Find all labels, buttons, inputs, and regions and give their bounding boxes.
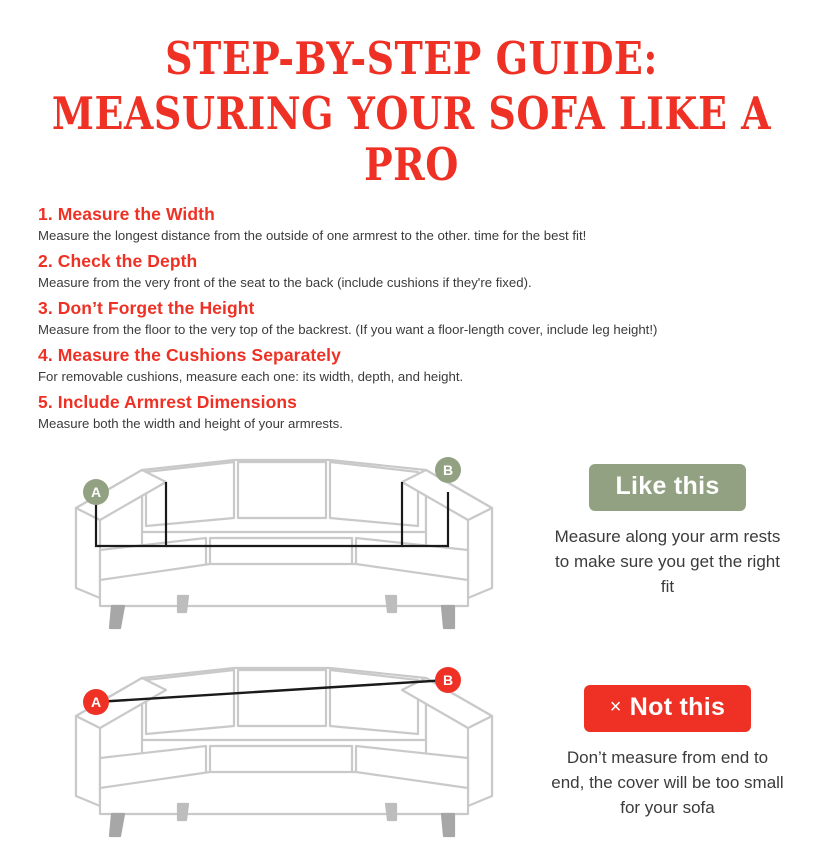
sofa-diagrams [38, 446, 538, 844]
callouts [538, 446, 785, 844]
callout-like-this [550, 464, 785, 599]
step-heading: 5. Include Armrest Dimensions [38, 392, 297, 413]
step-heading: 3. Don’t Forget the Height [38, 297, 255, 318]
step-item [38, 345, 785, 385]
illustration-section [38, 446, 785, 844]
like-this-description: Measure along your arm rests to make sure you get the right fit [554, 527, 781, 596]
steps-list [38, 204, 785, 433]
marker-b-incorrect-label: B [442, 672, 454, 689]
step-description: Measure from the very front of the seat to the back (include cushions if they're fixed). [38, 274, 532, 290]
step-description: Measure both the width and height of your armrests. [38, 416, 343, 432]
marker-b-correct-label: B [442, 462, 454, 479]
step-description: Measure the longest distance from the outside of one armrest to the other. time for the best fit! [38, 227, 587, 243]
step-description: Measure from the floor to the very top of the backrest. (If you want a floor-length cover, include leg height!) [38, 321, 658, 337]
step-description: For removable cushions, measure each one: its width, depth, and height. [38, 369, 464, 385]
callout-not-this [550, 685, 785, 820]
marker-a-correct-label: A [90, 484, 102, 501]
step-item [38, 251, 785, 291]
step-item [38, 204, 785, 244]
close-icon: × [609, 695, 622, 718]
page-title [38, 31, 785, 190]
sofa-diagram-correct [38, 446, 508, 636]
marker-a-incorrect-label: A [90, 694, 102, 711]
sofa-diagram-incorrect [38, 654, 508, 844]
step-item [38, 392, 785, 432]
like-this-badge [589, 464, 745, 511]
step-heading: 4. Measure the Cushions Separately [38, 345, 341, 366]
not-this-description: Don’t measure from end to end, the cover will be too small for your sofa [551, 748, 784, 817]
page-title-line-1: STEP-BY-STEP GUIDE: [165, 31, 658, 85]
step-item [38, 298, 785, 338]
step-heading: 1. Measure the Width [38, 203, 215, 224]
not-this-badge-label: Not this [629, 693, 726, 722]
step-heading: 2. Check the Depth [38, 250, 198, 271]
page-title-line-2: MEASURING YOUR SOFA LIKE A PRO [51, 86, 772, 190]
like-this-badge-label: Like this [615, 472, 720, 501]
not-this-badge [584, 685, 751, 732]
